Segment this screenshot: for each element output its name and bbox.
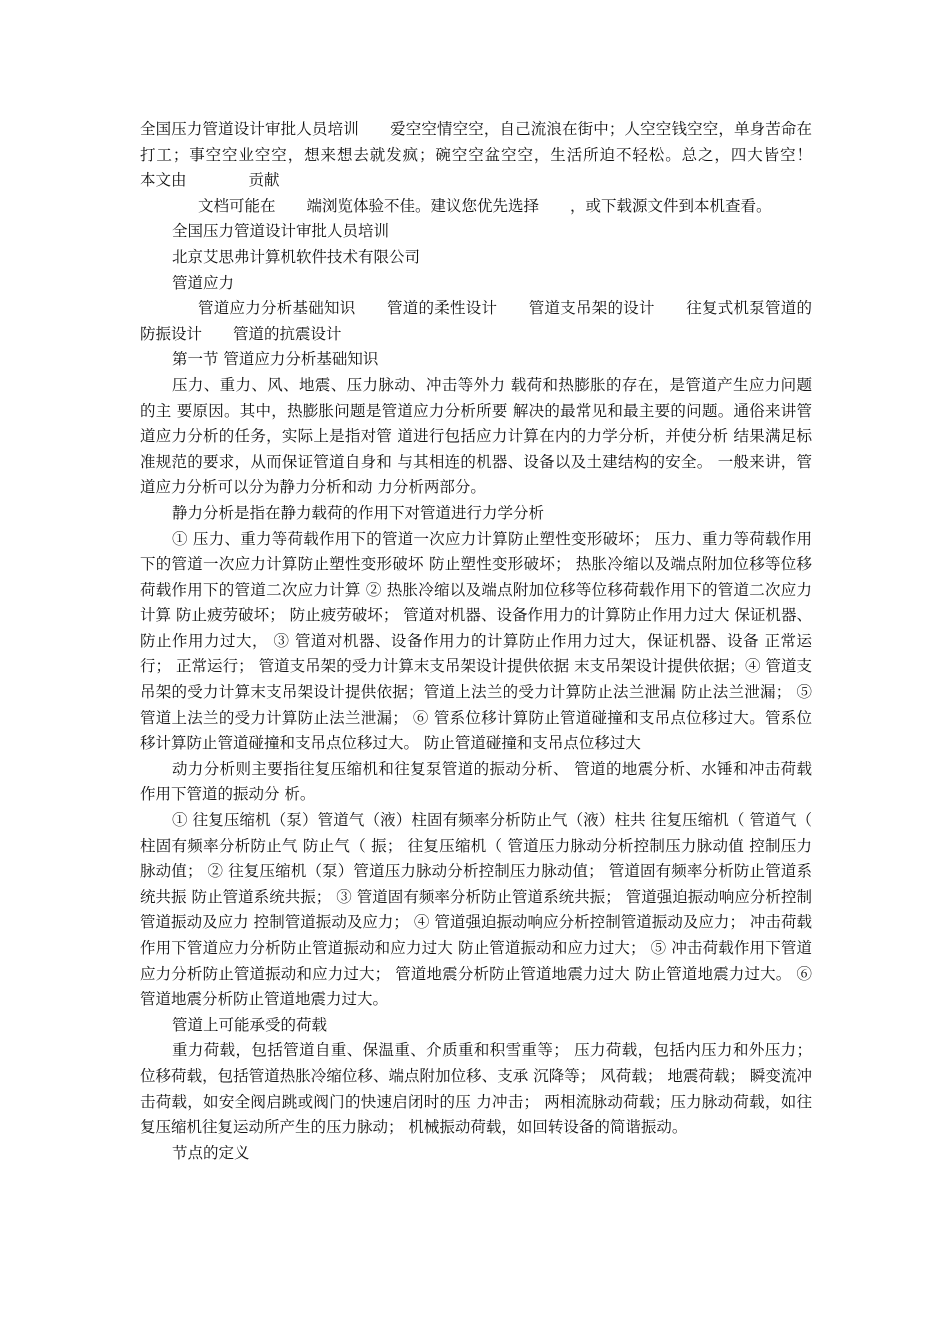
paragraph-topic: 管道应力 [172, 273, 235, 292]
paragraph-loads: 重力荷载，包括管道自重、保温重、介质重和积雪重等； 压力荷载，包括内压力和外压力； 位移荷载，包括管道热胀冷缩位移、端点附加位移、支承 沉降等； 风荷载； 地震荷载； 瞬变流冲击荷载，如安全阀启跳或阀门的快速启闭时的压 力冲击； 两相流脉动荷载；压力脉动荷载，如往复压缩机往复运动所产生的压力脉动； 机械振动荷载，如回转设备的简谐振动。 [140, 1041, 812, 1137]
paragraph-dynamic-items: ① 往复压缩机（泵）管道气（液）柱固有频率分析防止气（液）柱共 往复压缩机（ 管道气（ 柱固有频率分析防止气 防止气（ 振； 往复压缩机（ 管道压力脉动分析控制压力脉动值 控制压力脉动值； ② 往复压缩机（泵）管道压力脉动分析控制压力脉动值； 管道固有频率分析防止管道系统共振 防止管道系统共振； ③ 管道固有频率分析防止管道系统共振； 管道强迫振动响应分析控制管道振动及应力 控制管道振动及应力； ④ 管道强迫振动响应分析控制管道振动及应力； 冲击荷载作用下管道应力分析防止管道振动和应力过大 防止管道振动和应力过大； ⑤ 冲击荷载作用下管道应力分析防止管道振动和应力过大； 管道地震分析防止管道地震力过大 防止管道地震力过大。 ⑥ 管道地震分析防止管道地震力过大。 [140, 811, 812, 1009]
document-body [140, 117, 844, 1166]
paragraph-course-title: 全国压力管道设计审批人员培训 [172, 222, 390, 241]
paragraph-notice: 文档可能在 端浏览体验不佳。建议您优先选择 ，或下载源文件到本机查看。 [198, 196, 772, 215]
paragraph-static-analysis: 静力分析是指在静力载荷的作用下对管道进行力学分析 [172, 503, 545, 522]
section-heading: 第一节 管道应力分析基础知识 [172, 350, 379, 369]
paragraph-intro: 压力、重力、风、地震、压力脉动、冲击等外力 载荷和热膨胀的存在，是管道产生应力问题的主 要原因。其中，热膨胀问题是管道应力分析所要 解决的最常见和最主要的问题。通俗来讲管道应力分析的任务，实际上是指对管 道进行包括应力计算在内的力学分析，并使分析 结果满足标准规范的要求，从而保证管道自身和 与其相连的机器、设备以及土建结构的安全。 一般来讲，管道应力分析可以分为静力分析和动 力分析两部分。 [140, 375, 812, 497]
paragraph-node-heading: 节点的定义 [172, 1143, 250, 1162]
paragraph-loads-heading: 管道上可能承受的荷载 [172, 1015, 328, 1034]
paragraph-company: 北京艾思弗计算机软件技术有限公司 [172, 247, 421, 266]
paragraph-dynamic-analysis: 动力分析则主要指往复压缩机和往复泵管道的振动分析、 管道的地震分析、水锤和冲击荷载作用下管道的振动分 析。 [140, 759, 812, 804]
paragraph-outline: 管道应力分析基础知识 管道的柔性设计 管道支吊架的设计 往复式机泵管道的防振设计 管道的抗震设计 [140, 299, 812, 343]
paragraph-header: 全国压力管道设计审批人员培训 爱空空情空空，自己流浪在街中；人空空钱空空，单身苦命在打工；事空空业空空，想来想去就发疯；碗空空盆空空，生活所迫不轻松。总之，四大皆空！ 本文由 贡献 [140, 120, 844, 190]
paragraph-static-items: ① 压力、重力等荷载作用下的管道一次应力计算防止塑性变形破坏； 压力、重力等荷载作用下的管道一次应力计算防止塑性变形破坏 防止塑性变形破坏； 热胀冷缩以及端点附加位移等位移荷载作用下的管道二次应力计算 ② 热胀冷缩以及端点附加位移等位移荷载作用下的管道二次应力计算 防止疲劳破坏； 防止疲劳破坏； 管道对机器、设备作用力的计算防止作用力过大 保证机器、 防止作用力过大， ③ 管道对机器、设备作用力的计算防止作用力过大，保证机器、设备 正常运行； 正常运行； 管道支吊架的受力计算末支吊架设计提供依据 末支吊架设计提供依据；④ 管道支吊架的受力计算末支吊架设计提供依据；管道上法兰的受力计算防止法兰泄漏 防止法兰泄漏； ⑤ 管道上法兰的受力计算防止法兰泄漏； ⑥ 管系位移计算防止管道碰撞和支吊点位移过大。管系位移计算防止管道碰撞和支吊点位移过大。 防止管道碰撞和支吊点位移过大 [140, 529, 812, 753]
